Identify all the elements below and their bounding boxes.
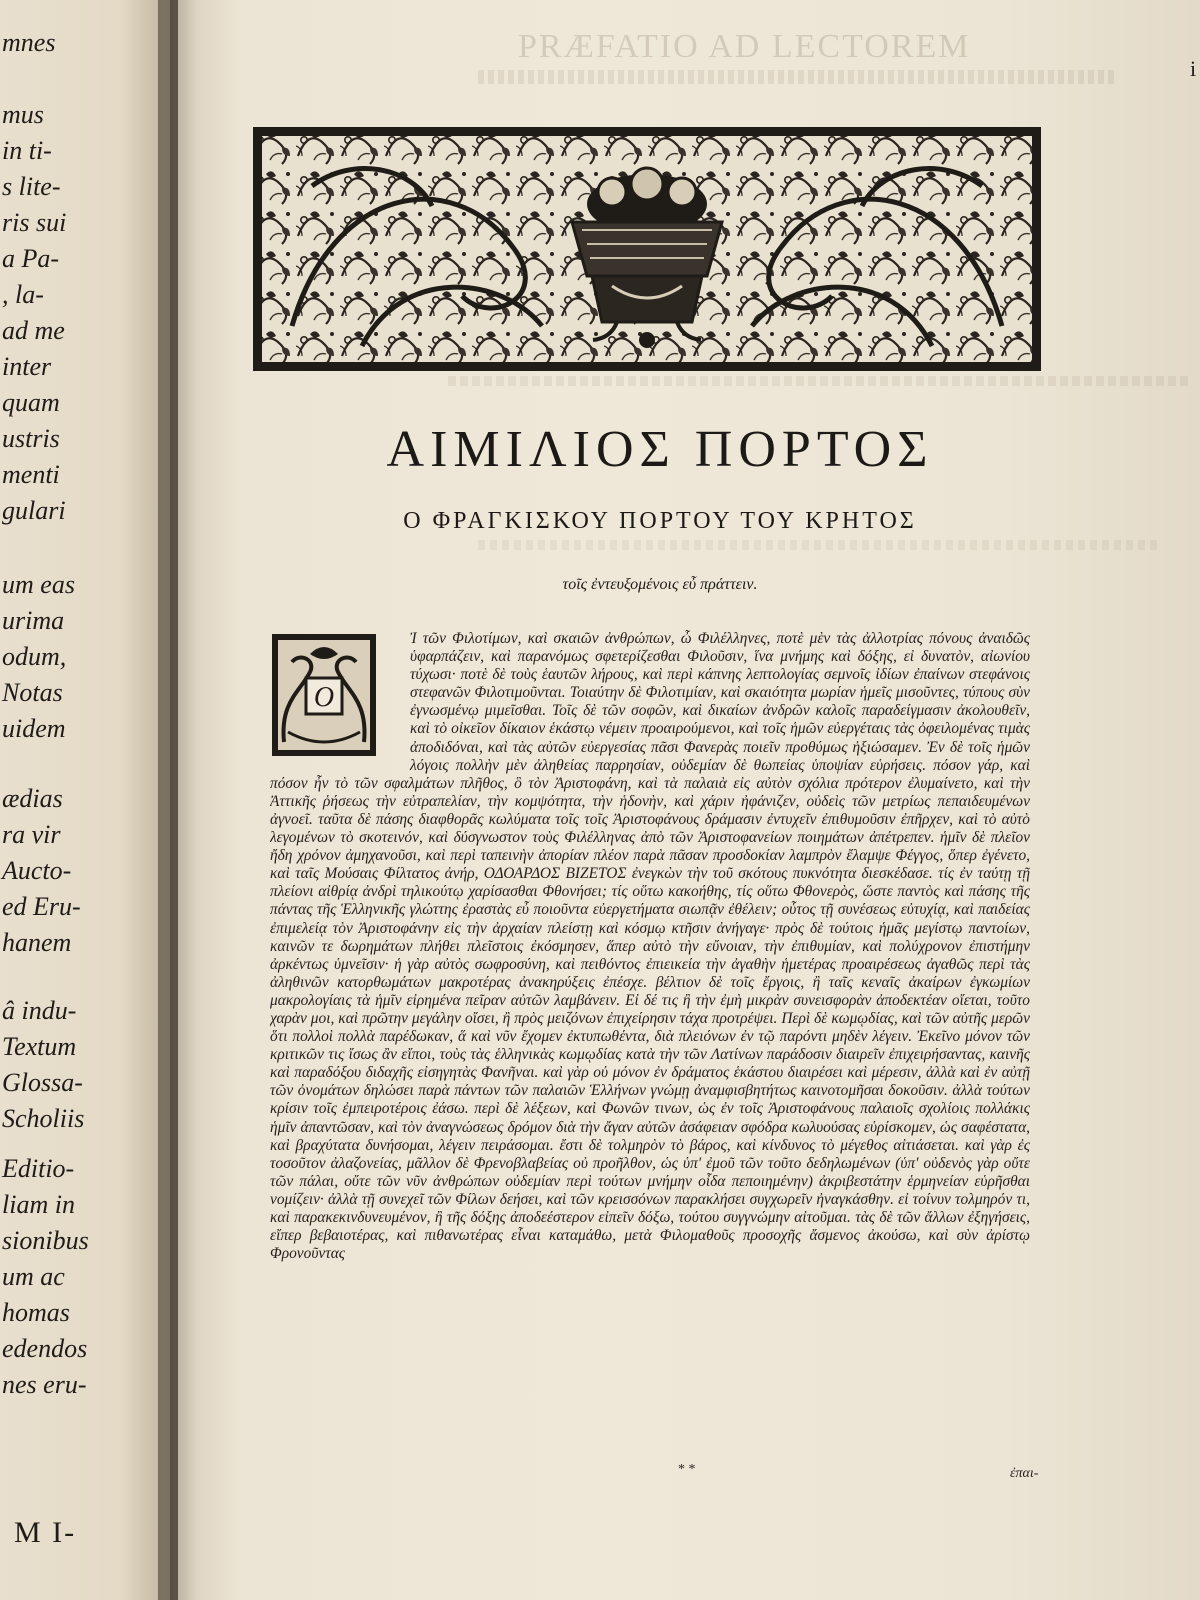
left-page-line: Editio- <box>2 1154 75 1183</box>
ornament-marks: * * <box>678 1462 696 1477</box>
catchword: ἐπαι- <box>1010 1466 1039 1481</box>
left-page-line: sionibus <box>2 1226 89 1255</box>
left-page-line: , la- <box>2 280 44 309</box>
left-page-line: ra vir <box>2 820 61 849</box>
left-page-line: odum, <box>2 642 67 671</box>
signature-mark: M I- <box>14 1516 77 1549</box>
left-page-line: um eas <box>2 570 75 599</box>
left-page-line: hanem <box>2 928 72 957</box>
left-page-line: ris sui <box>2 208 67 237</box>
left-page-line: â indu- <box>2 996 77 1025</box>
left-page-line: nes eru- <box>2 1370 87 1399</box>
left-page-line: inter <box>2 352 52 381</box>
left-page <box>0 0 170 1600</box>
left-page-line: Scholiis <box>2 1104 85 1133</box>
left-page-line: mnes <box>2 28 56 57</box>
left-page-line: a Pa- <box>2 244 60 273</box>
left-page-line: Textum <box>2 1032 77 1061</box>
left-page-line: ustris <box>2 424 60 453</box>
left-page-line: Notas <box>2 678 63 707</box>
left-page-line: ed Eru- <box>2 892 81 921</box>
body-text <box>270 630 1030 1460</box>
show-through-text: PRÆFATIO AD LECTOREM <box>518 28 971 65</box>
left-page-line: gulari <box>2 496 66 525</box>
left-page-line: ad me <box>2 316 65 345</box>
left-page-line: menti <box>2 460 60 489</box>
page-title: ΑΙΜΙΛΙΟΣ ΠΟΡΤΟΣ <box>386 421 934 478</box>
left-page-line: Aucto- <box>2 856 72 885</box>
left-page-line: in ti- <box>2 136 52 165</box>
left-page-line: mus <box>2 100 44 129</box>
left-page-line: quam <box>2 388 60 417</box>
left-page-line: Glossa- <box>2 1068 83 1097</box>
show-through-line <box>478 70 1118 84</box>
left-page-line: edendos <box>2 1334 88 1363</box>
left-page-line: liam in <box>2 1190 75 1219</box>
decorated-initial <box>270 632 404 758</box>
left-page-line: homas <box>2 1298 70 1327</box>
show-through-line <box>448 376 1188 386</box>
salutation: τοῖς ἐντευξομένοις εὖ πράττειν. <box>562 576 758 593</box>
left-page-line: ædias <box>2 784 63 813</box>
page-number: i <box>1190 56 1197 81</box>
left-page-line: um ac <box>2 1262 65 1291</box>
page-subtitle: Ο ΦΡΑΓΚΙΣΚΟΥ ΠΟΡΤΟΥ ΤΟΥ ΚΡΗΤΟΣ <box>403 508 917 534</box>
book-gutter <box>158 0 198 1600</box>
body-paragraph: Ἰ τῶν Φιλοτίμων, καὶ σκαιῶν ἀνθρώπων, ὦ Φιλέλληνες, ποτὲ μὲν τὰς ἀλλοτρίας πόνους ἀναιδῶς ὑφαρπάζειν, καὶ παρανόμως σφετερίζεσθαι Φιλοῦσιν, ἵνα μνήμης καὶ δόξης, εἰ δυνατὸν, αἰωνίου τύχωσι· ποτὲ δὲ τοὺς ἑαυτῶν λήρους, καὶ περὶ κάπνης λεπτολογίας σεμνοῖς ἰδίων ἐπαίνων στεφάνοις στεφανῶν Φιλοτιμοῦνται. Τοιαύτην δὲ Φιλοτιμίαν, καὶ σκαιότητα μωρίαν ἡμεῖς μισοῦντες, τύπους σὺν ἐγνωσμένῳ μιμεῖσθαι. Τοῖς δὲ τῶν σοφῶν, καὶ δικαίων ἀνδρῶν καλοῖς παραδείγμασιν ἀκολουθεῖν, καὶ τὸ οἰκεῖον δίκαιον ἑκάστῳ νέμειν προαιρούμενοι, καὶ τοῖς ἡμῶν εὐεργέταις τὰς ὀφειλομένας τιμὰς ἀποδιδόναι, καὶ τὰς αὐτῶν εὐεργεσίας πᾶσι Φανερὰς ποιεῖν προθύμως ἠξιώσαμεν. Ἐν δὲ τοῖς ἡμῶν λόγοις πολλὴν μὲν ἀληθείας παρρησίαν, οὐδεμίαν δὲ θωπείας ὑποψίαν εὑρήσεις. πόσον γάρ, καὶ πόσον ἦν τὸ τῶν σφαλμάτων πλῆθος, ὃ τὸν Ἀριστοφάνη, καὶ τὰ παλαιὰ εἰς αὐτὸν σχόλια πρότερον ἐλυμαίνετο, καὶ τὴν Ἀττικῆς ῥήσεως τὴν εὐτραπελίαν, τὴν κομψότητα, τὴν ἡδονὴν, καὶ χάριν ἠφάνιζεν, οὐδεὶς τῶν μετρίως πεπαιδευμένων ἀγνοεῖ. ταῦτα δὲ πάσης διαφθορᾶς κωλύματα τοῖς τοῖς Ἀριστοφάνους δράμασιν ἐντυχεῖν ἐπιθυμοῦσιν ἐπῆρχεν, καὶ τὸ αὐτὸ λεγομένων τὸ σκοτεινόν, καὶ δύσγνωστον τοὺς Φιλέλληνας ἀπὸ τῶν Ἀριστοφανείων ποιημάτων ἀπέτρεπεν. ἡμῖν δὲ πλεῖον ἤδη χρόνον ἀμηχανοῦσι, καὶ περὶ ταπεινὴν ἀπορίαν πλέον παρὰ πᾶσαν προσδοκίαν λαμπρὸν ἔλαμψε Φέγγος, ὅπερ ἐγένετο, καὶ ταῖς Μούσαις Φίλτατος ἀνήρ, ΟΔΟΑΡΔΟΣ ΒΙΖΕΤΟΣ ἐνεγκὼν τὴν τοῦ σκότους πυκνότητα διεσκέδασε. τίς ἐν ταύτῃ τῇ πλείονι αἰθρίᾳ ἀνδρὶ τηλικούτῳ χαρίσασθαι Φθονήσει; τίς οὕτω κακοήθης, τίς οὕτω Φθονερὸς, ὥστε παντὸς καὶ πάσης τῆς πάντας τῆς Ἑλληνικῆς γλώττης ἐραστὰς εὖ ποιοῦντα εὐεργετήματα σιωπᾷν ἐθέλειν; οὗτος τῇ συνέσεως εὐτυχίᾳ, καὶ παιδείας ἐπιμελείᾳ τὸν Ἀριστοφάνην εἰς τὴν ἀρχαίαν πλείστῃ καὶ κόσμῳ κτῆσιν ἀνήγαγε· πρὸς δὲ τούτοις ἡμᾶς μεγίστῳ παντοίων, καινῶν τε δωρημάτων πλήθει πλεῖστοις ἐκόσμησεν, ἅπερ αὐτὸ τὴν εὔνοιαν, τὴν ἐπιθυμίαν, καὶ πολύχρονον ἐπιστήμην ἀρκέντως ὑμνεῖσιν· ἡ γὰρ αὐτὸς σωφροσύνη, καὶ πειθόντος ἐπιεικεία τὴν ἀγαθὴν ἡμετέρας προαιρέσεως ἀγαθῶς περὶ τὰς ἀληθινῶν κατορθωμάτων μακροτέρας ἀνακηρύξεις ἐπέσχε. βέλτιον δὲ τοῖς ἔργοις, ἢ ταῖς κεναῖς ἀκαίρων ἐγκωμίων μακρολογίαις τὰ ἡμῖν εἰρημένα πεῖραν αὐτῶν λαμβάνειν. Εἰ δέ τις ἢ τὴν ἐμὴ μικρὰν συνεισφορὰν ἀποδεκτέαν οἴεται, τοῦτο χαρὰν μοι, καὶ πρῶτην μεγάλην οἴσει, ἢ πρὸς μειζόνων ἐπιχείρησιν τάχα προτρέψει. Περὶ δὲ κωμῳδίας, καὶ τῶν αὐτῆς μερῶν ὅτι πολλοὶ πολλὰ παρέδωκαν, ἅ καὶ νῦν ἔχομεν ἐκτυπωθέντα, διὰ πλειόνων ἐν τῷ παρόντι μηδὲν λέγειν. Ἐκεῖνο μόνον τῶν κριτικῶν τις ἴσως ἂν εἴποι, τοὺς τὰς ἑλληνικὰς κωμῳδίας κατὰ τὴν τῶν Λατίνων παράδοσιν διαιρεῖν ἐπιχειρήσαντας, καινῆς καὶ παραδόξου διδαχῆς εἰσηγητὰς Φανῆναι. καὶ γὰρ οὐ μόνον ἐν δράματος ἑκάστου διαιρέσει καὶ μέρεσιν, ἀλλὰ καὶ ἐν αὐτῇ τῶν ὀνομάτων δηλώσει παρὰ πάντων τῶν παλαιῶν Ἑλλήνων γνώμῃ ἀναμφισβητήτως καινοτομῆσαι δοκοῦσιν. ἀλλὰ τούτων κρίσιν τοῖς ἐμπειροτέροις ἐάσω. περὶ δὲ λέξεων, καὶ Φωνῶν τινων, ὡς ἐν τοῖς Ἀριστοφάνους παλαιοῖς σχολίοις πολλάκις ἡμῖν ἀπαντῶσαν, καὶ τὸν ἀναγνώσεως δρόμον διὰ τὴν ἄγαν αὐτῶν ἀσάφειαν σφόδρα κωλυούσας εὑρίσκομεν, ὡς σαφέστατα, καὶ βραχύτατα δυνήσομαι, λέγειν πειράσομαι. ἔστι δὲ τολμηρὸν τὸ βάρος, καὶ κίνδυνος τὸ μέγεθος αἰτιάσεται. καὶ γὰρ ἐς τοσοῦτον ἀλαζονείας, μᾶλλον δὲ Φρενοβλαβείας οὐ προῆλθον, ὡς ὑπ' ἐμοῦ τῶν τοῦτο δεδηλωμένων (ὑπ' οὐδενὸς γὰρ οὔτε τῶν πάλαι, οὔτε τῶν νῦν ἀνθρώπων οὐδεμίαν περὶ τούτων μνήμην οἶδα πεποιημένην) ἀκριβεστάτην ἑρμηνείαν εὑρῆσθαι νομίζειν· ἀλλὰ τῇ συνεχεῖ τῶν Φίλων δεήσει, καὶ τῶν κρεισσόνων παρακλήσει συγχωρεῖν ἠναγκάσθην. εἰ τοίνυν τολμηρόν τι, καὶ παρακεκινδυνευμένον, ἢ τῆς δόξης ἀποδεέστερον εἰπεῖν δόξω, τούτου συγγνώμην αἰτοῦμαι. τὰς δὲ τῶν ἄλλων ἐξηγήσεις, εἴπερ βεβαιοτέρας, καὶ πιθανωτέρας εἶναι καταμάθω, μετὰ Φιλομαθοῦς προσοχῆς ἄσμενος ἀκούσω, καὶ σὺν ἀρίστῳ Φρονοῦντας <box>270 630 1030 1263</box>
initial-letter: Ο <box>313 682 335 713</box>
left-page-line: urima <box>2 606 65 635</box>
left-page-line: s lite- <box>2 172 61 201</box>
right-page <box>178 0 1200 1600</box>
left-page-line: uidem <box>2 714 66 743</box>
show-through-line <box>478 540 1158 550</box>
ornamental-headpiece <box>252 126 1042 372</box>
